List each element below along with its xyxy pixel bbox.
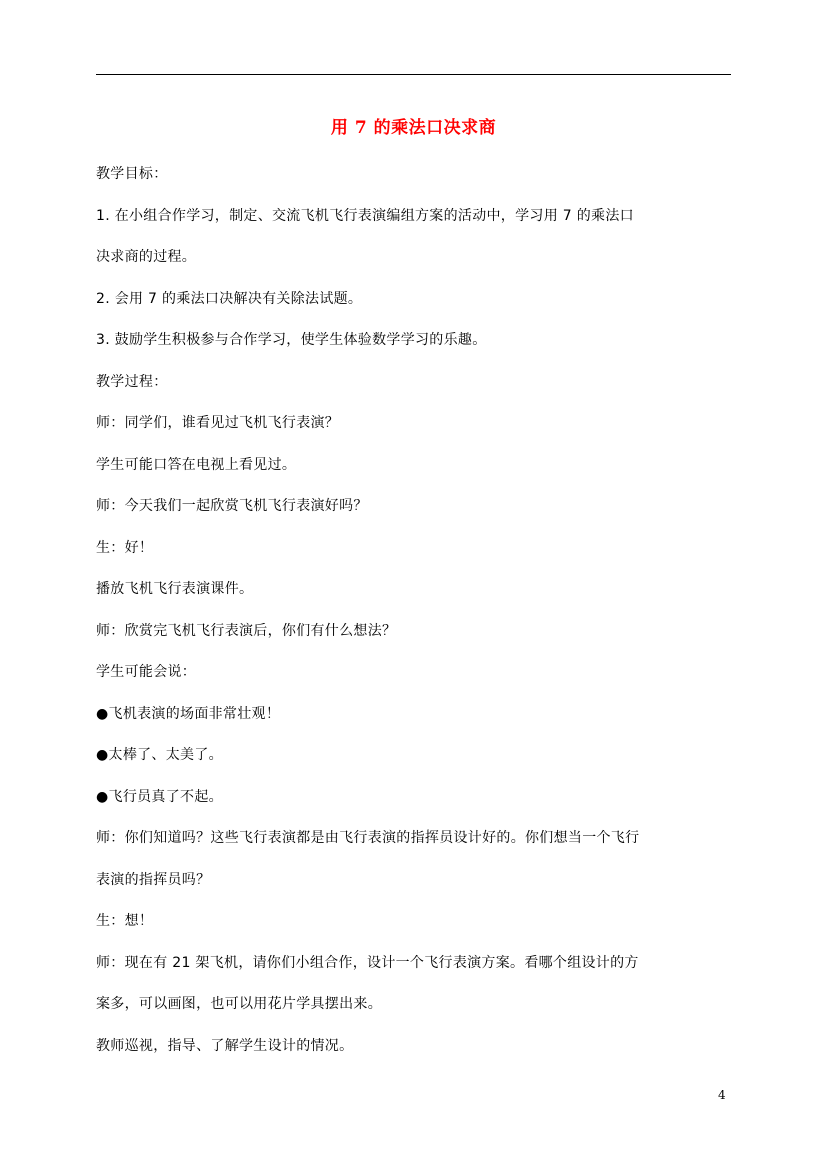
body-line: 生：好！ — [96, 539, 154, 556]
body-line: 表演的指挥员吗？ — [96, 871, 211, 888]
body-line: 师：你们知道吗？这些飞行表演都是由飞行表演的指挥员设计好的。你们想当一个飞行 — [96, 830, 640, 846]
body-line: 教学目标： — [96, 166, 168, 182]
body-line: ●飞行员真了不起。 — [96, 788, 223, 805]
body-line: 学生可能口答在电视上看见过。 — [96, 456, 297, 473]
body-line: 师：欣赏完飞机飞行表演后，你们有什么想法？ — [96, 622, 397, 639]
body-line: 教师巡视，指导、了解学生设计的情况。 — [96, 1037, 354, 1054]
body-line: 案多，可以画图，也可以用花片学具摆出来。 — [96, 996, 382, 1012]
body-line: 决求商的过程。 — [96, 249, 197, 265]
body-line: 3. 鼓励学生积极参与合作学习，使学生体验数学学习的乐趣。 — [96, 332, 487, 348]
header-rule — [96, 74, 731, 75]
body-line: ●太棒了、太美了。 — [96, 747, 223, 763]
body-line: 师：现在有 21 架飞机，请你们小组合作，设计一个飞行表演方案。看哪个组设计的方 — [96, 954, 639, 971]
page-number: 4 — [718, 1088, 726, 1102]
body-line: 播放飞机飞行表演课件。 — [96, 581, 254, 597]
body-line: 师：今天我们一起欣赏飞机飞行表演好吗？ — [96, 498, 368, 514]
body-line: 师：同学们，谁看见过飞机飞行表演？ — [96, 415, 340, 431]
body-line: ●飞机表演的场面非常壮观！ — [96, 705, 281, 722]
body-line: 教学过程： — [96, 373, 168, 390]
body-line: 生：想！ — [96, 913, 154, 929]
document-title: 用 7 的乘法口决求商 — [330, 118, 497, 138]
body-line: 学生可能会说： — [96, 664, 197, 680]
body-line: 2. 会用 7 的乘法口决解决有关除法试题。 — [96, 290, 363, 307]
body-line: 1. 在小组合作学习，制定、交流飞机飞行表演编组方案的活动中，学习用 7 的乘法口 — [96, 207, 634, 224]
document-body — [96, 164, 736, 1077]
